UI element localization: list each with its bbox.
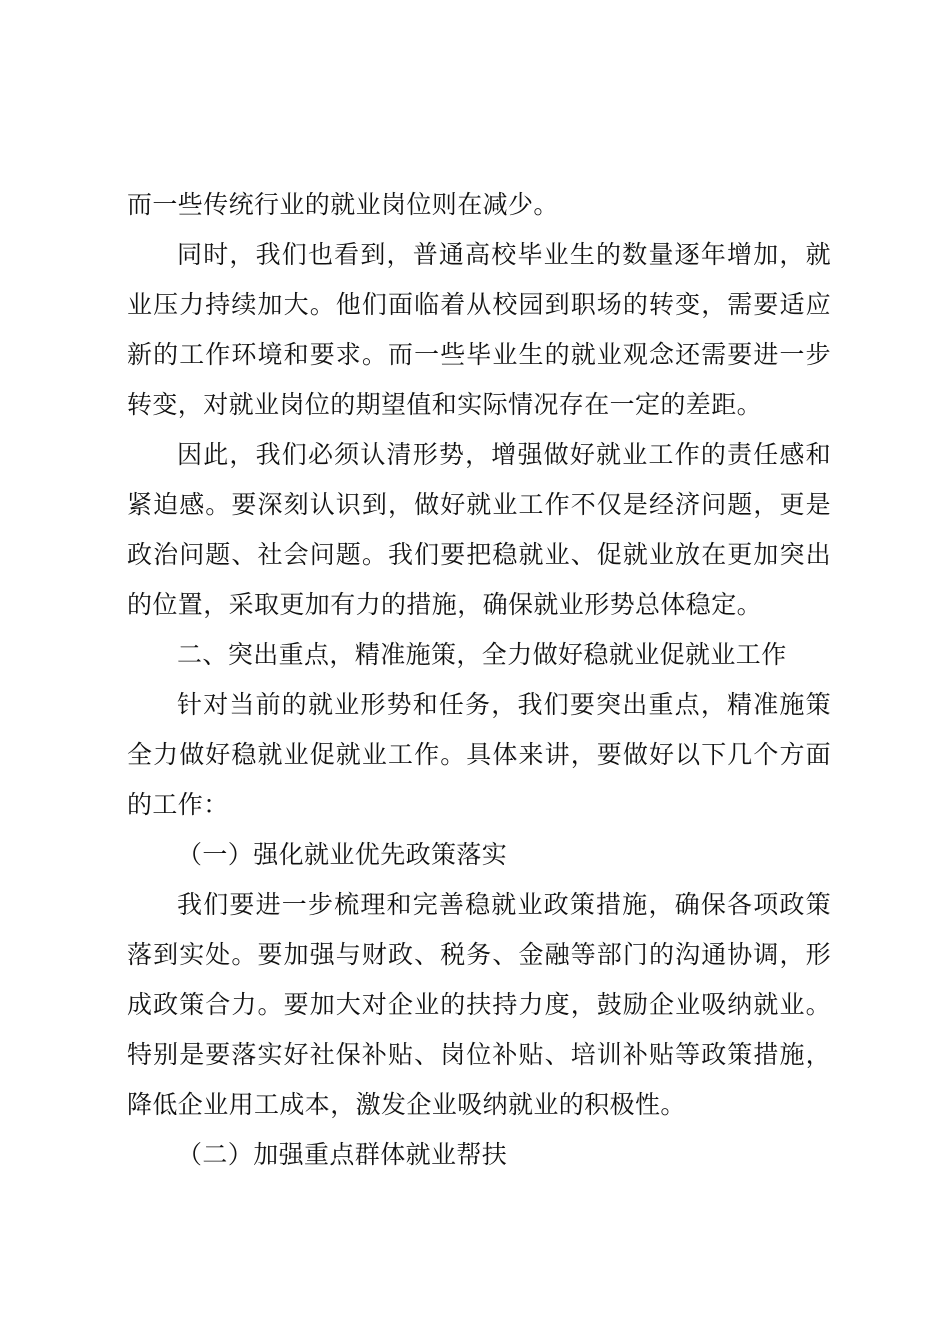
subheading-key-groups: （二）加强重点群体就业帮扶 — [177, 1140, 508, 1169]
document-body — [127, 180, 831, 1180]
paragraph-tasks: 针对当前的就业形势和任务，我们要突出重点，精准施策全力做好稳就业促就业工作。具体来讲，要做好以下几个方面的工作： — [127, 690, 831, 819]
subheading-policy: （一）强化就业优先政策落实 — [177, 840, 508, 869]
paragraph-situation: 因此，我们必须认清形势，增强做好就业工作的责任感和紧迫感。要深刻认识到，做好就业工作不仅是经济问题，更是政治问题、社会问题。我们要把稳就业、促就业放在更加突出的位置，采取更加有力的措施，确保就业形势总体稳定。 — [127, 440, 831, 619]
section-heading-two: 二、突出重点，精准施策，全力做好稳就业促就业工作 — [177, 640, 787, 669]
paragraph-continuation: 而一些传统行业的就业岗位则在减少。 — [127, 190, 559, 219]
paragraph-graduates: 同时，我们也看到，普通高校毕业生的数量逐年增加，就业压力持续加大。他们面临着从校园到职场的转变，需要适应新的工作环境和要求。而一些毕业生的就业观念还需要进一步转变，对就业岗位的期望值和实际情况存在一定的差距。 — [127, 240, 831, 419]
paragraph-policy: 我们要进一步梳理和完善稳就业政策措施，确保各项政策落到实处。要加强与财政、税务、金融等部门的沟通协调，形成政策合力。要加大对企业的扶持力度，鼓励企业吸纳就业。特别是要落实好社保补贴、岗位补贴、培训补贴等政策措施，降低企业用工成本，激发企业吸纳就业的积极性。 — [127, 890, 831, 1119]
